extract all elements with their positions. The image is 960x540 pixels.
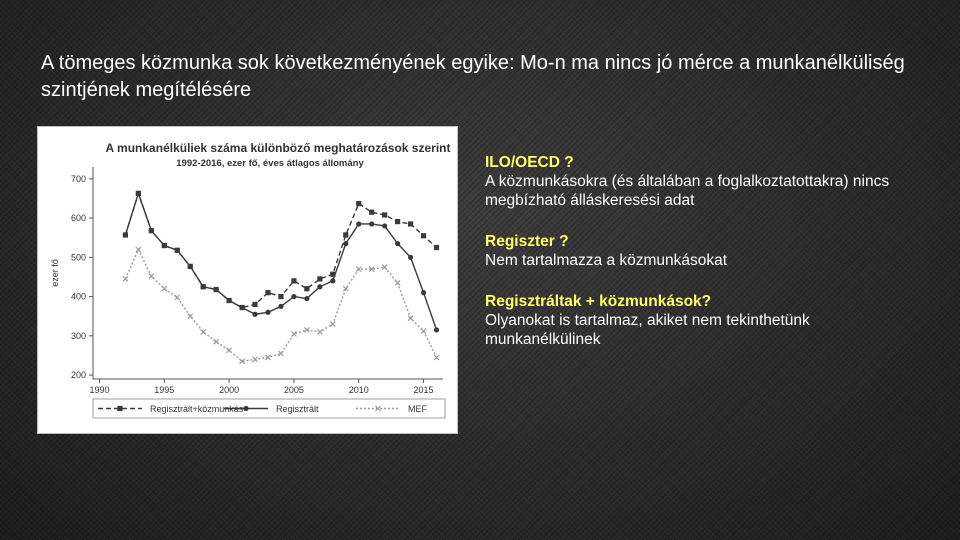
data-point	[369, 210, 374, 215]
data-point	[317, 276, 322, 281]
data-point	[123, 276, 128, 281]
data-point	[395, 241, 400, 246]
data-point	[265, 290, 270, 295]
data-point	[252, 312, 257, 317]
chart-series	[123, 191, 439, 364]
data-point	[434, 327, 439, 332]
data-point	[214, 287, 219, 292]
data-point	[408, 255, 413, 260]
data-point	[434, 355, 439, 360]
data-point	[434, 245, 439, 250]
data-point	[136, 191, 141, 196]
y-axis-label: ezer fő	[50, 259, 60, 287]
data-point	[356, 201, 361, 206]
data-point	[382, 223, 387, 228]
data-point	[188, 314, 193, 319]
data-point	[201, 284, 206, 289]
note-heading: Regisztráltak + közmunkások?	[485, 293, 712, 310]
data-point	[149, 274, 154, 279]
x-tick-label: 2015	[413, 385, 434, 395]
data-point	[136, 247, 141, 252]
data-point	[408, 221, 413, 226]
legend-label: Regisztrált	[276, 404, 319, 414]
note-body: A közmunkásokra (és általában a foglalkoztatottakra) nincs megbízható álláskeresési adat	[485, 173, 890, 209]
data-point	[175, 295, 180, 300]
note-body: Olyanokat is tartalmaz, akiket nem tekinthetünk munkanélkülinek	[485, 312, 810, 348]
data-point	[369, 221, 374, 226]
data-point	[421, 329, 426, 334]
data-point	[421, 290, 426, 295]
y-tick-label: 400	[70, 291, 86, 302]
x-tick-label: 2010	[348, 385, 369, 395]
data-point	[162, 286, 167, 291]
note-register	[485, 232, 905, 270]
data-point	[382, 212, 387, 217]
slide-title: A tömeges közmunka sok következményének egyike: Mo-n ma nincs jó mérce a munkanélküliség szintjének megítélésére	[41, 52, 905, 101]
legend-label: Regisztrált+közmunkás	[150, 404, 244, 414]
data-point	[201, 329, 206, 334]
data-point	[421, 233, 426, 238]
x-tick-label: 1990	[89, 385, 110, 395]
data-point	[317, 329, 322, 334]
legend-label: MEF	[408, 404, 427, 414]
y-tick-label: 300	[70, 330, 86, 341]
y-tick-label: 600	[70, 213, 86, 224]
x-tick-label: 2000	[219, 385, 240, 395]
data-point	[382, 265, 387, 270]
data-point	[265, 310, 270, 315]
data-point	[317, 284, 322, 289]
note-ilo-oecd	[485, 153, 905, 210]
data-point	[356, 221, 361, 226]
note-heading: ILO/OECD ?	[485, 154, 574, 171]
data-point	[304, 286, 309, 291]
data-point	[175, 248, 180, 253]
data-point	[278, 294, 283, 299]
data-point	[123, 232, 128, 237]
data-point	[243, 406, 248, 411]
data-point	[304, 296, 309, 301]
data-point	[227, 298, 232, 303]
data-point	[252, 302, 257, 307]
series-line	[125, 193, 436, 330]
data-point	[395, 219, 400, 224]
data-point	[304, 327, 309, 332]
data-point	[149, 228, 154, 233]
data-point	[278, 304, 283, 309]
data-point	[266, 355, 271, 360]
data-point	[330, 278, 335, 283]
note-heading: Regiszter ?	[485, 233, 569, 250]
data-point	[227, 348, 232, 353]
y-tick-label: 500	[70, 252, 86, 263]
chart-title: A munkanélküliek száma különböző meghatározások szerint	[105, 141, 451, 155]
note-registered-plus-public-workers	[485, 292, 905, 349]
data-point	[214, 339, 219, 344]
x-tick-label: 1995	[154, 385, 175, 395]
chart-subtitle: 1992-2016, ezer fő, éves átlagos állomány	[176, 158, 364, 169]
data-point	[291, 278, 296, 283]
chart-legend	[93, 399, 445, 418]
data-point	[330, 322, 335, 327]
data-point	[162, 243, 167, 248]
data-point	[188, 264, 193, 269]
data-point	[343, 241, 348, 246]
y-tick-label: 200	[70, 370, 86, 381]
chart-panel	[37, 126, 458, 434]
series-0	[123, 191, 439, 310]
data-point	[253, 357, 258, 362]
notes-panel	[485, 153, 905, 371]
data-point	[356, 267, 361, 272]
x-tick-label: 2005	[283, 385, 304, 395]
data-point	[343, 232, 348, 237]
data-point	[239, 305, 244, 310]
data-point	[291, 294, 296, 299]
note-body: Nem tartalmazza a közmunkásokat	[485, 252, 728, 269]
series-1	[123, 191, 439, 333]
series-line	[125, 193, 436, 307]
data-point	[117, 406, 122, 411]
unemployment-chart	[38, 127, 457, 433]
y-tick-label: 700	[70, 173, 86, 184]
